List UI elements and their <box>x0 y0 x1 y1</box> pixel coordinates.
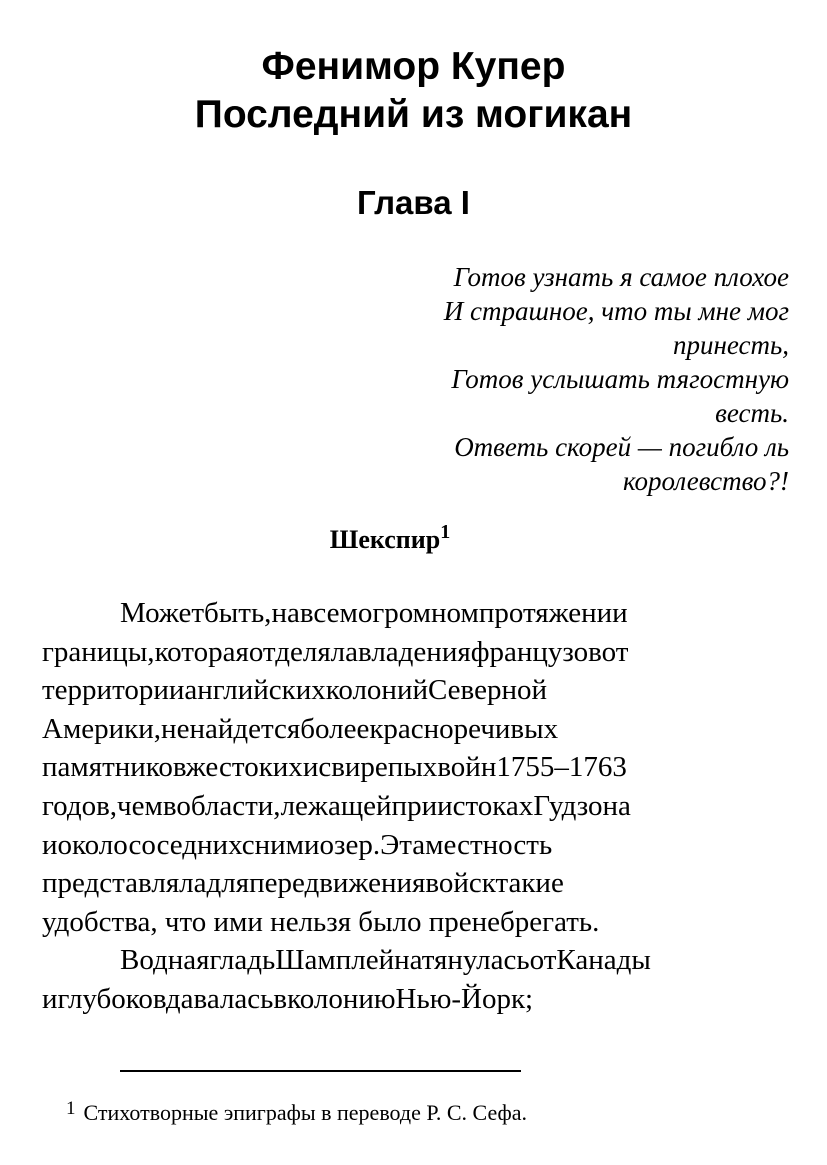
body-line <box>42 980 790 1019</box>
body-word: колоний <box>325 674 428 707</box>
body-line <box>42 671 790 710</box>
body-word: глубоко <box>57 982 153 1015</box>
body-word: границы, <box>42 635 155 668</box>
body-word: при <box>391 789 438 822</box>
book-title: Последний из могикан <box>194 93 633 136</box>
body-word: английских <box>184 674 326 707</box>
body-line <box>42 941 790 980</box>
body-word: быть, <box>204 597 272 629</box>
body-word: войн <box>437 751 497 784</box>
body-word: протяжении <box>478 597 628 629</box>
body-line <box>42 748 790 787</box>
body-word: войск <box>425 867 496 900</box>
body-word: лежащей <box>280 789 392 822</box>
body-word: представляла <box>42 867 207 900</box>
body-word: французов <box>470 635 602 668</box>
body-text <box>42 594 790 1019</box>
body-word: огромном <box>357 597 479 629</box>
body-word: которая <box>154 635 249 668</box>
body-word: в <box>273 982 288 1015</box>
epigraph-line: И страшное, что ты мне мог <box>443 296 789 326</box>
body-word: около <box>57 828 129 861</box>
body-word: истоках <box>437 789 534 822</box>
footnote-divider <box>120 1070 521 1072</box>
body-line <box>42 710 790 749</box>
body-word: территории <box>42 674 185 707</box>
attribution-text: Шекспир <box>329 525 441 554</box>
body-word: от <box>529 944 557 977</box>
body-word: колонию <box>287 982 396 1015</box>
body-line <box>42 864 790 903</box>
body-word: области, <box>176 789 281 822</box>
body-word: озер. <box>319 828 381 861</box>
body-word: Гудзона <box>533 789 631 822</box>
body-word: тянулась <box>421 944 530 977</box>
body-word: такие <box>495 867 564 900</box>
body-word: жестоких <box>185 751 303 784</box>
body-word: с <box>241 828 255 861</box>
body-word: более <box>300 712 370 745</box>
body-word: Водная <box>120 944 210 977</box>
body-word: найдется <box>189 712 301 745</box>
body-word: годов, <box>42 789 118 822</box>
body-word: и <box>42 982 58 1015</box>
footnote <box>66 1094 527 1128</box>
epigraph-line: Готов услышать тягостную <box>451 364 789 394</box>
body-word: для <box>206 867 250 900</box>
body-word: Шамплейна <box>275 944 422 977</box>
body-word: местность <box>425 828 553 861</box>
body-word: и <box>42 828 58 861</box>
epigraph-line: Ответь скорей — погибло ль <box>454 432 789 462</box>
body-word: всем <box>299 597 358 629</box>
footnote-reference[interactable]: 1 <box>440 521 451 543</box>
footnote-marker: 1 <box>66 1098 76 1119</box>
body-line <box>42 903 790 942</box>
body-word: Эта <box>380 828 426 861</box>
body-word: и <box>302 751 319 784</box>
body-word: не <box>161 712 190 745</box>
epigraph-line: королевство?! <box>622 466 789 496</box>
body-word: удобства, что ими нельзя было пренебрегать. <box>42 905 600 938</box>
body-word: Америки, <box>42 712 162 745</box>
body-word: гладь <box>209 944 276 977</box>
body-line <box>42 826 790 865</box>
body-word: Нью-Йорк; <box>395 982 534 1015</box>
body-word: ними <box>254 828 320 861</box>
body-word: соседних <box>128 828 242 861</box>
body-word: на <box>271 597 300 629</box>
epigraph-attribution <box>0 514 780 558</box>
epigraph-line: весть. <box>715 398 789 428</box>
body-word: чем <box>117 789 163 822</box>
epigraph-line: принесть, <box>672 330 789 360</box>
body-word: Канады <box>556 944 651 977</box>
epigraph-line: Готов узнать я самое плохое <box>453 262 789 292</box>
footnote-text: Стихотворные эпиграфы в переводе Р. С. Сефа. <box>83 1100 528 1125</box>
body-word: Северной <box>427 674 547 707</box>
chapter-heading: Глава I <box>357 184 470 221</box>
body-word: от <box>601 635 629 668</box>
body-word: передвижения <box>249 867 426 900</box>
body-word: памятников <box>42 751 186 784</box>
body-word: владения <box>358 635 471 668</box>
body-word: 1755–1763 <box>496 751 627 784</box>
body-line <box>42 633 790 672</box>
body-word: Может <box>120 597 205 629</box>
body-word: в <box>162 789 177 822</box>
body-word: вдавалась <box>152 982 274 1015</box>
body-word: красноречивых <box>369 712 559 745</box>
body-word: отделяла <box>248 635 359 668</box>
body-line <box>42 594 790 633</box>
body-line <box>42 787 790 826</box>
body-word: свирепых <box>318 751 438 784</box>
epigraph <box>359 260 789 498</box>
author-name: Фенимор Купер <box>261 45 566 88</box>
